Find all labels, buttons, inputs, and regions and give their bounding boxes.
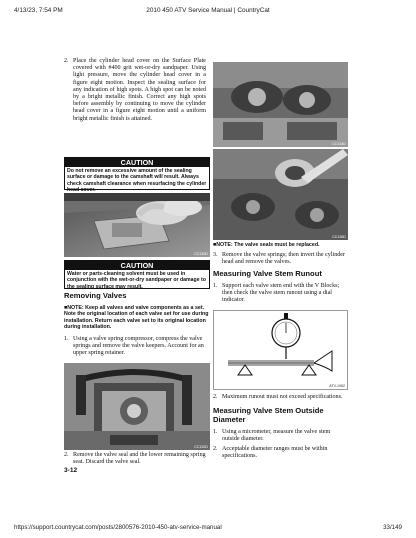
step-2-remove-valve-seal: [64, 452, 206, 466]
step-text: Support each valve stem end with the V Blocks; then check the valve stem runout using a dial indicator.: [222, 283, 340, 304]
step-number: 2.: [213, 394, 218, 400]
heading-valve-stem-outside-diameter: Measuring Valve Stem Outside Diameter: [213, 406, 324, 424]
caution-text: Do not remove an excessive amount of the sealing surface or damage to the camshaft will result. Always check camshaft clearance when resurfacing the cylinder head cover.: [67, 168, 207, 194]
photo-caption: CC134D: [332, 142, 346, 146]
photo-valve-springs: [213, 149, 348, 240]
step-number: 1.: [213, 283, 218, 289]
note-valve-seals-replaced: ■NOTE: The valve seals must be replaced.: [213, 242, 320, 248]
caution-title: CAUTION: [65, 261, 209, 270]
step-1-micrometer: [213, 429, 349, 443]
step-text: Remove the valve seal and the lower remaining spring seat. Discard the valve seal.: [73, 452, 206, 466]
caution-box-solvent: [64, 260, 210, 289]
step-1-compress-springs: [64, 336, 206, 358]
step-number: 1.: [64, 336, 69, 342]
step-2-max-runout: [213, 394, 349, 401]
photo-caption: CC136D: [332, 235, 346, 239]
caution-title: CAUTION: [65, 158, 209, 167]
photo-caption: CC132D: [194, 445, 208, 449]
step-text: Maximum runout must not exceed specifications.: [222, 394, 343, 400]
step-text: Acceptable diameter ranges must be within specifications.: [222, 446, 328, 460]
heading-removing-valves: Removing Valves: [64, 291, 127, 300]
caution-text: Water or parts-cleaning solvent must be used in conjunction with the wet-or-dry sandpaper or damage to the sealing surface may result.: [67, 271, 206, 290]
step-number: 2.: [64, 452, 69, 458]
heading-valve-stem-runout: Measuring Valve Stem Runout: [213, 269, 322, 278]
step-3-remove-valve-springs: [213, 252, 349, 266]
caution-box-sealing-surface: [64, 157, 210, 194]
print-title: 2010 450 ATV Service Manual | CountryCat: [146, 7, 270, 14]
step-text: Place the cylinder head cover on the Surface Plate covered with #400 grit wet-or-dry sandpaper. Using light pressure, move the cylinder head cover in a figure eight motion. Inspect the sealing surface for any indication of high spots. A high spot can be noted by a bright metallic finish. Correct any high spots before assembly by continuing to move the cylinder head cover in a figure eight motion until a uniform bright metallic finish is attained.: [73, 58, 206, 122]
step-2-acceptable-diameter: [213, 446, 349, 460]
photo-cylinder-head-cover-sanding: [64, 193, 210, 257]
photo-valve-spring-compressor: [64, 363, 210, 450]
step-1-dial-indicator: [213, 283, 349, 305]
step-text: Using a micrometer, measure the valve stem outside diameter.: [222, 429, 331, 443]
photo-caption: CC130D: [194, 252, 208, 256]
print-url: https://support.countrycat.com/posts/2800576-2010-450-atv-service-manual: [14, 524, 222, 531]
step-number: 2.: [213, 446, 218, 452]
step-text: Using a valve spring compressor, compress the valve springs and remove the valve keepers. Account for an upper spring retainer.: [73, 336, 204, 357]
diagram-valve-runout: [213, 310, 348, 390]
page-number: 3-12: [64, 467, 78, 474]
step-2-surface-plate: [64, 58, 206, 123]
step-number: 2.: [64, 58, 69, 64]
note-valve-sets: ■NOTE: Keep all valves and valve components as a set. Note the original location of each valve set for use during installation. Return each valve set to its original location during installation.: [64, 305, 209, 331]
photo-cylinder-head-top: [213, 62, 348, 147]
diagram-caption: ATV-1082: [329, 384, 345, 388]
print-datetime: 4/13/23, 7:54 PM: [14, 7, 63, 14]
step-number: 1.: [213, 429, 218, 435]
print-page-count: 33/149: [383, 524, 402, 531]
step-number: 3.: [213, 252, 218, 258]
step-text: Remove the valve springs; then invert the cylinder head and remove the valves.: [222, 252, 346, 266]
